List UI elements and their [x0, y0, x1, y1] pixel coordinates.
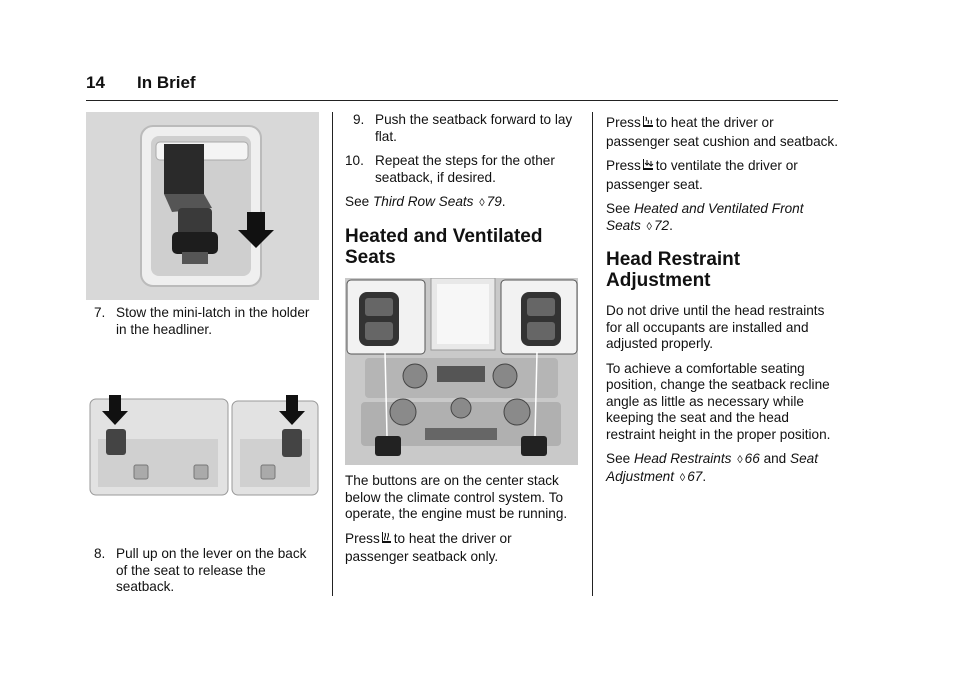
- column-divider-left: [332, 112, 333, 596]
- section-title: In Brief: [137, 73, 196, 92]
- column-2-lower: [345, 473, 578, 574]
- see-head-restraints-ref: See Head Restraints ◊ 66 and Seat Adjustment ◊ 67.: [606, 451, 818, 484]
- step-8: 8. Pull up on the lever on the back of the seat to release the seatback.: [94, 546, 307, 594]
- mini-latch-figure: [86, 112, 319, 300]
- head-restraint-para-1: Do not drive until the head restraints for all occupants are installed and adjusted properly.: [606, 303, 825, 351]
- column-3: [606, 115, 839, 494]
- press-cushion-heat: Press to heat the driver or passenger seat cushion and seatback.: [606, 115, 839, 149]
- seat-ventilate-icon: [642, 158, 655, 177]
- seat-cushion-heat-icon: [642, 115, 655, 134]
- head-restraints-link[interactable]: Head Restraints: [633, 451, 732, 466]
- seat-adjustment-link[interactable]: Seat Adjustment: [606, 451, 818, 484]
- page-header: [86, 68, 838, 101]
- see-heated-ventilated-ref: See Heated and Ventilated Front Seats ◊ 72.: [606, 201, 804, 233]
- press-ventilate: Press to ventilate the driver or passenger seat.: [606, 158, 798, 192]
- seatback-heat-icon: [381, 531, 393, 550]
- step-7: 7. Stow the mini-latch in the holder in the headliner.: [94, 305, 310, 337]
- column-1-lower: [94, 546, 319, 604]
- third-row-seats-link[interactable]: Third Row Seats: [372, 194, 474, 209]
- head-restraint-para-2: To achieve a comfortable seating position, change the seatback recline angle as little as necessary while keeping the seat and the head restraint height in the proper position.: [606, 360, 831, 442]
- seatback-lever-figure: [86, 389, 319, 501]
- see-reference: See Third Row Seats ◊ 79.: [345, 194, 506, 209]
- step-10: 10. Repeat the steps for the other seatback, if desired.: [345, 153, 555, 185]
- head-restraint-heading: Head Restraint Adjustment: [606, 249, 741, 291]
- heated-ventilated-heading: Heated and Ventilated Seats: [345, 225, 543, 268]
- press-seatback-heat: Press to heat the driver or passenger seatback only.: [345, 530, 512, 564]
- column-1: [94, 305, 319, 346]
- column-2: [345, 112, 578, 280]
- column-divider-right: [592, 112, 593, 596]
- step-9: 9. Push the seatback forward to lay flat.: [353, 112, 573, 144]
- center-stack-figure: [345, 278, 578, 465]
- center-stack-para: The buttons are on the center stack below the climate control system. To operate, the engine must be running.: [345, 473, 568, 521]
- heated-ventilated-front-seats-link[interactable]: Heated and Ventilated Front Seats: [606, 201, 804, 233]
- page-number: 14: [86, 73, 105, 92]
